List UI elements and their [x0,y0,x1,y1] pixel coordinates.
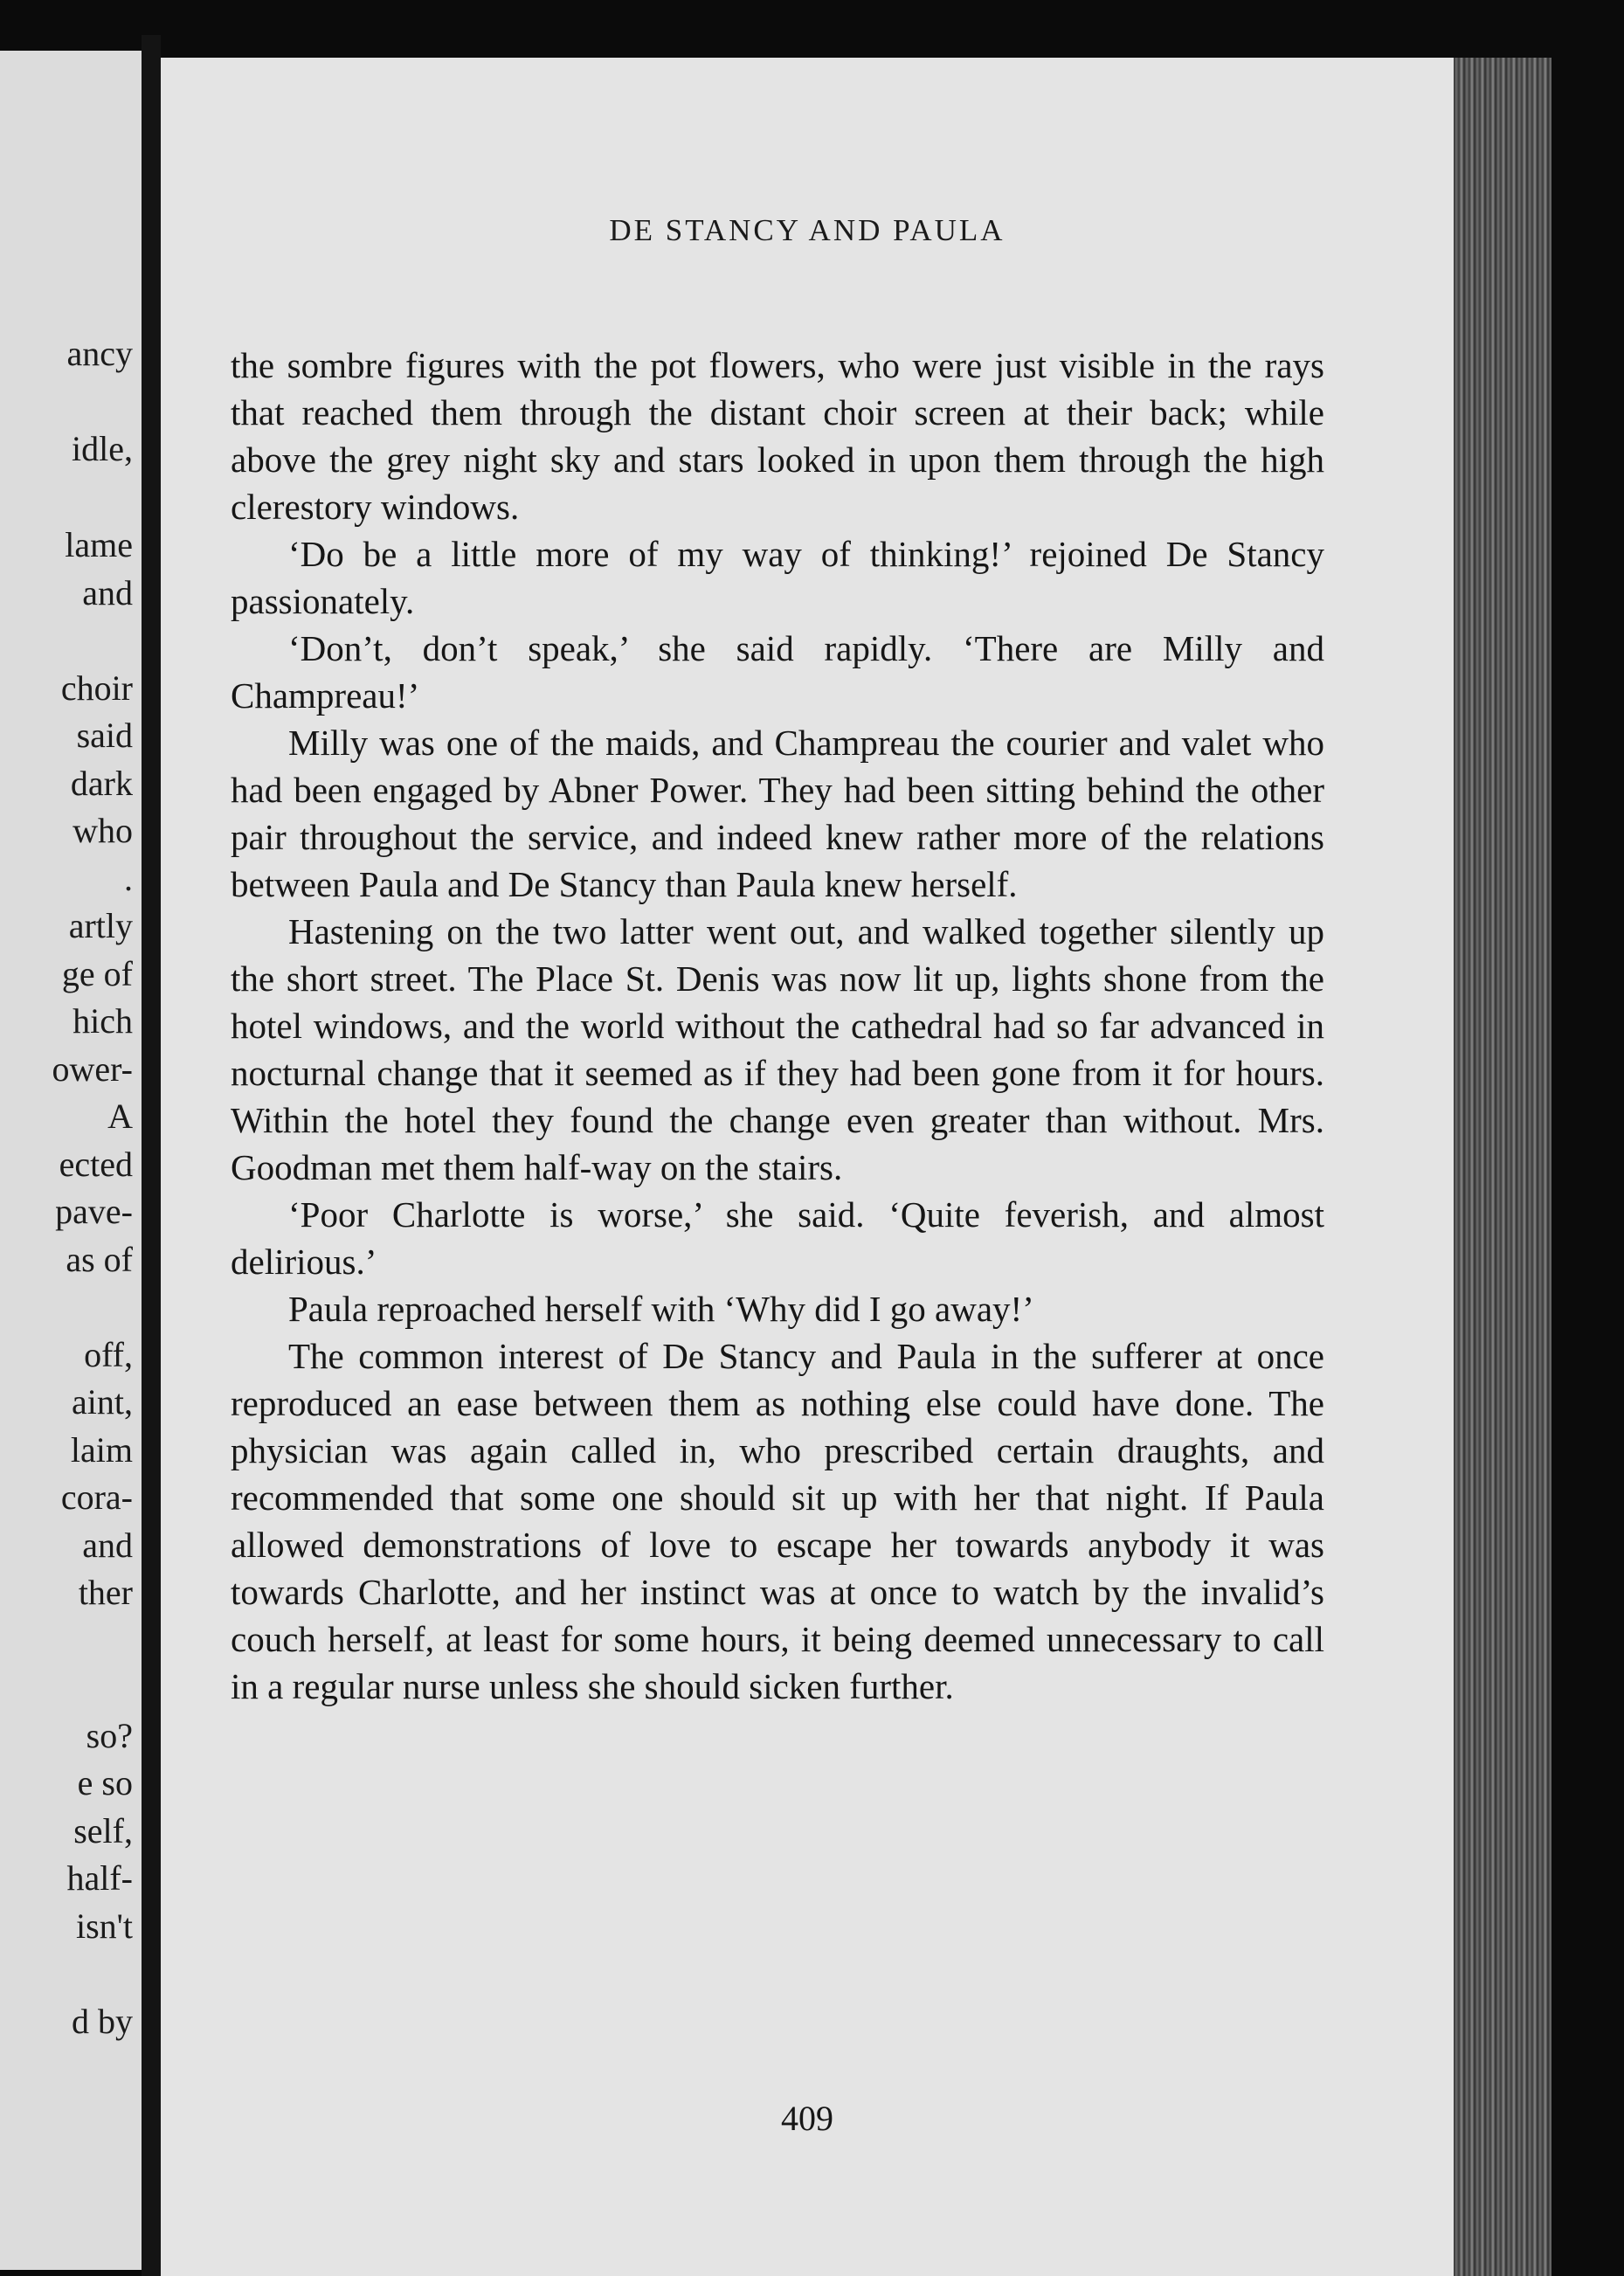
left-fragment: lame [65,525,133,564]
left-fragment: ther [78,1573,133,1612]
left-fragment: ancy [66,334,133,373]
left-fragment: . [124,859,133,898]
paragraph: Hastening on the two latter went out, and walked together silently up the short street. The Place St. Denis was now lit up, lights shone from the hotel windows, and the world without the cathedral had so far advanced in nocturnal change that it seemed as if they had been gone from it for hours. Within the hotel they found the change even greater than without. Mrs. Goodman met them half-way on the stairs. [231,911,1324,1187]
paragraph: ‘Don’t, don’t speak,’ she said rapidly. ‘There are Milly and Champreau!’ [231,628,1324,716]
page-block-edges [1454,58,1551,2276]
left-fragment: ge of [61,954,133,993]
paragraph: ‘Do be a little more of my way of thinking!’ rejoined De Stancy passionately. [231,534,1324,621]
paragraph: Paula reproached herself with ‘Why did I go away!’ [288,1289,1034,1329]
book-page [161,58,1454,2276]
left-fragment: artly [68,906,133,945]
paragraph: the sombre figures with the pot flowers, who were just visible in the rays that reached them through the distant choir screen at their back; while above the grey night sky and stars looked in upon them through the high clerestory windows. [231,345,1324,527]
left-fragment: self, [73,1811,133,1851]
left-fragment: ected [59,1145,133,1184]
left-fragment: dark [70,764,133,803]
running-head: DE STANCY AND PAULA [609,213,1005,247]
left-fragment: isn't [76,1906,133,1946]
left-fragment: idle, [72,429,133,468]
left-fragment: laim [70,1430,133,1470]
left-fragment: who [73,811,133,850]
left-fragment: half- [66,1858,133,1898]
left-fragment: A [107,1096,133,1136]
left-fragment: pave- [55,1192,133,1231]
left-fragment: off, [84,1335,133,1374]
body-text [231,342,1324,1710]
paragraph: Milly was one of the maids, and Champreau the courier and valet who had been engaged by Abner Power. They had been sitting behind the other pair throughout the service, and indeed knew rather more of the relations between Paula and De Stancy than Paula knew herself. [231,723,1324,904]
page-number: 409 [781,2099,833,2138]
left-fragment: as of [66,1240,133,1279]
left-fragment: e so [77,1763,133,1802]
left-fragment: said [76,716,133,755]
left-fragment: and [82,573,133,612]
left-fragment: hich [73,1001,133,1041]
previous-page-edge [0,51,142,2270]
left-fragment: and [82,1525,133,1565]
left-fragment: cora- [60,1477,133,1517]
left-fragment: d by [72,2002,133,2041]
scan-background [1551,0,1624,2276]
book-gutter [142,35,161,2276]
left-fragment: aint, [72,1382,133,1422]
left-fragment: ower- [52,1049,133,1089]
paragraph: The common interest of De Stancy and Paula in the sufferer at once reproduced an ease between them as nothing else could have done. The physician was again called in, who prescribed certain draughts, and recommended that some one should sit up with her that night. If Paula allowed demonstrations of love to escape her towards anybody it was towards Charlotte, and her instinct was at once to watch by the invalid’s couch herself, at least for some hours, it being deemed unnecessary to call in a regular nurse unless she should sicken further. [231,1336,1324,1706]
left-fragment: so? [86,1716,133,1755]
paragraph: ‘Poor Charlotte is worse,’ she said. ‘Quite feverish, and almost delirious.’ [231,1194,1324,1282]
left-fragment: choir [60,668,133,708]
